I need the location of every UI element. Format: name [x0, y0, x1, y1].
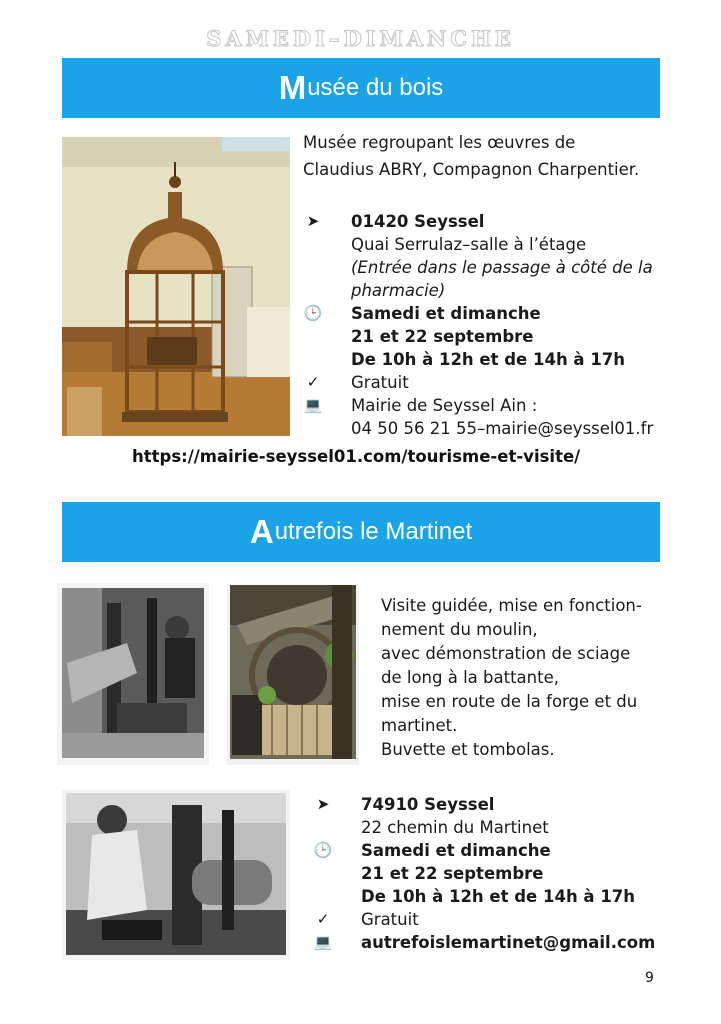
contact-row: [303, 394, 653, 440]
price-row: [303, 371, 653, 394]
description-line: avec démonstration de sciage: [381, 644, 631, 663]
martinet-mill-wheel-photo: [227, 585, 359, 765]
description-line: de long à la battante,: [381, 668, 559, 687]
description-line: mise en route de la forge et du: [381, 692, 638, 711]
date-dates: 21 et 22 septembre: [351, 327, 534, 346]
section-banner-autrefois-le-martinet: [62, 502, 660, 562]
price-row: [313, 908, 655, 931]
description-line: Claudius ABRY, Compagnon Charpentier.: [303, 160, 640, 179]
contact-row: [313, 931, 655, 954]
address-street: Quai Serrulaz–salle à l’étage: [351, 235, 587, 254]
musee-du-bois-photo: [62, 137, 290, 436]
banner-title-rest: usée du bois: [307, 74, 444, 101]
price: Gratuit: [361, 910, 419, 929]
address-postal: 01420 Seyssel: [351, 212, 485, 231]
address-row: [303, 210, 653, 302]
description-line: martinet.: [381, 716, 458, 735]
contact-name: Mairie de Seyssel Ain :: [351, 396, 538, 415]
musee-info: [303, 210, 653, 440]
price: Gratuit: [351, 373, 409, 392]
contact-phone-email[interactable]: 04 50 56 21 55–mairie@seyssel01.fr: [351, 419, 654, 438]
check-icon: ✓: [316, 910, 330, 928]
address-postal: 74910 Seyssel: [361, 795, 495, 814]
arrow-icon: ➤: [316, 795, 330, 813]
date-hours: De 10h à 12h et de 14h à 17h: [351, 350, 626, 369]
banner-title-initial: M: [278, 69, 307, 106]
martinet-info: [313, 793, 655, 954]
martinet-forge-photo: [57, 583, 209, 765]
musee-url-link[interactable]: https://mairie-seyssel01.com/tourisme-et-visite/: [132, 447, 581, 466]
arrow-icon: ➤: [306, 212, 320, 230]
martinet-sawing-photo: [62, 790, 290, 960]
computer-icon: 💻: [313, 933, 333, 951]
clock-icon: 🕒: [303, 304, 323, 322]
check-icon: ✓: [306, 373, 320, 391]
date-row: [303, 302, 653, 371]
musee-description: [303, 129, 639, 183]
description-line: Visite guidée, mise en fonction-: [381, 596, 642, 615]
date-days: Samedi et dimanche: [361, 841, 551, 860]
date-dates: 21 et 22 septembre: [361, 864, 544, 883]
date-days: Samedi et dimanche: [351, 304, 541, 323]
section-banner-musee-du-bois: [62, 58, 660, 118]
date-row: [313, 839, 655, 908]
banner-title-initial: A: [249, 513, 274, 550]
page-number: 9: [645, 970, 654, 986]
address-row: [313, 793, 655, 839]
computer-icon: 💻: [303, 396, 323, 414]
date-hours: De 10h à 12h et de 14h à 17h: [361, 887, 636, 906]
address-note: pharmacie): [351, 281, 446, 300]
address-note: (Entrée dans le passage à côté de la: [351, 258, 653, 277]
martinet-description: [381, 594, 642, 762]
description-line: nement du moulin,: [381, 620, 538, 639]
contact-email[interactable]: autrefoislemartinet@gmail.com: [361, 933, 656, 952]
description-line: Musée regroupant les œuvres de: [303, 133, 576, 152]
description-line: Buvette et tombolas.: [381, 740, 555, 759]
page-header: SAMEDI–DIMANCHE: [206, 26, 515, 51]
banner-title-rest: utrefois le Martinet: [274, 518, 473, 545]
address-street: 22 chemin du Martinet: [361, 818, 549, 837]
clock-icon: 🕒: [313, 841, 333, 859]
